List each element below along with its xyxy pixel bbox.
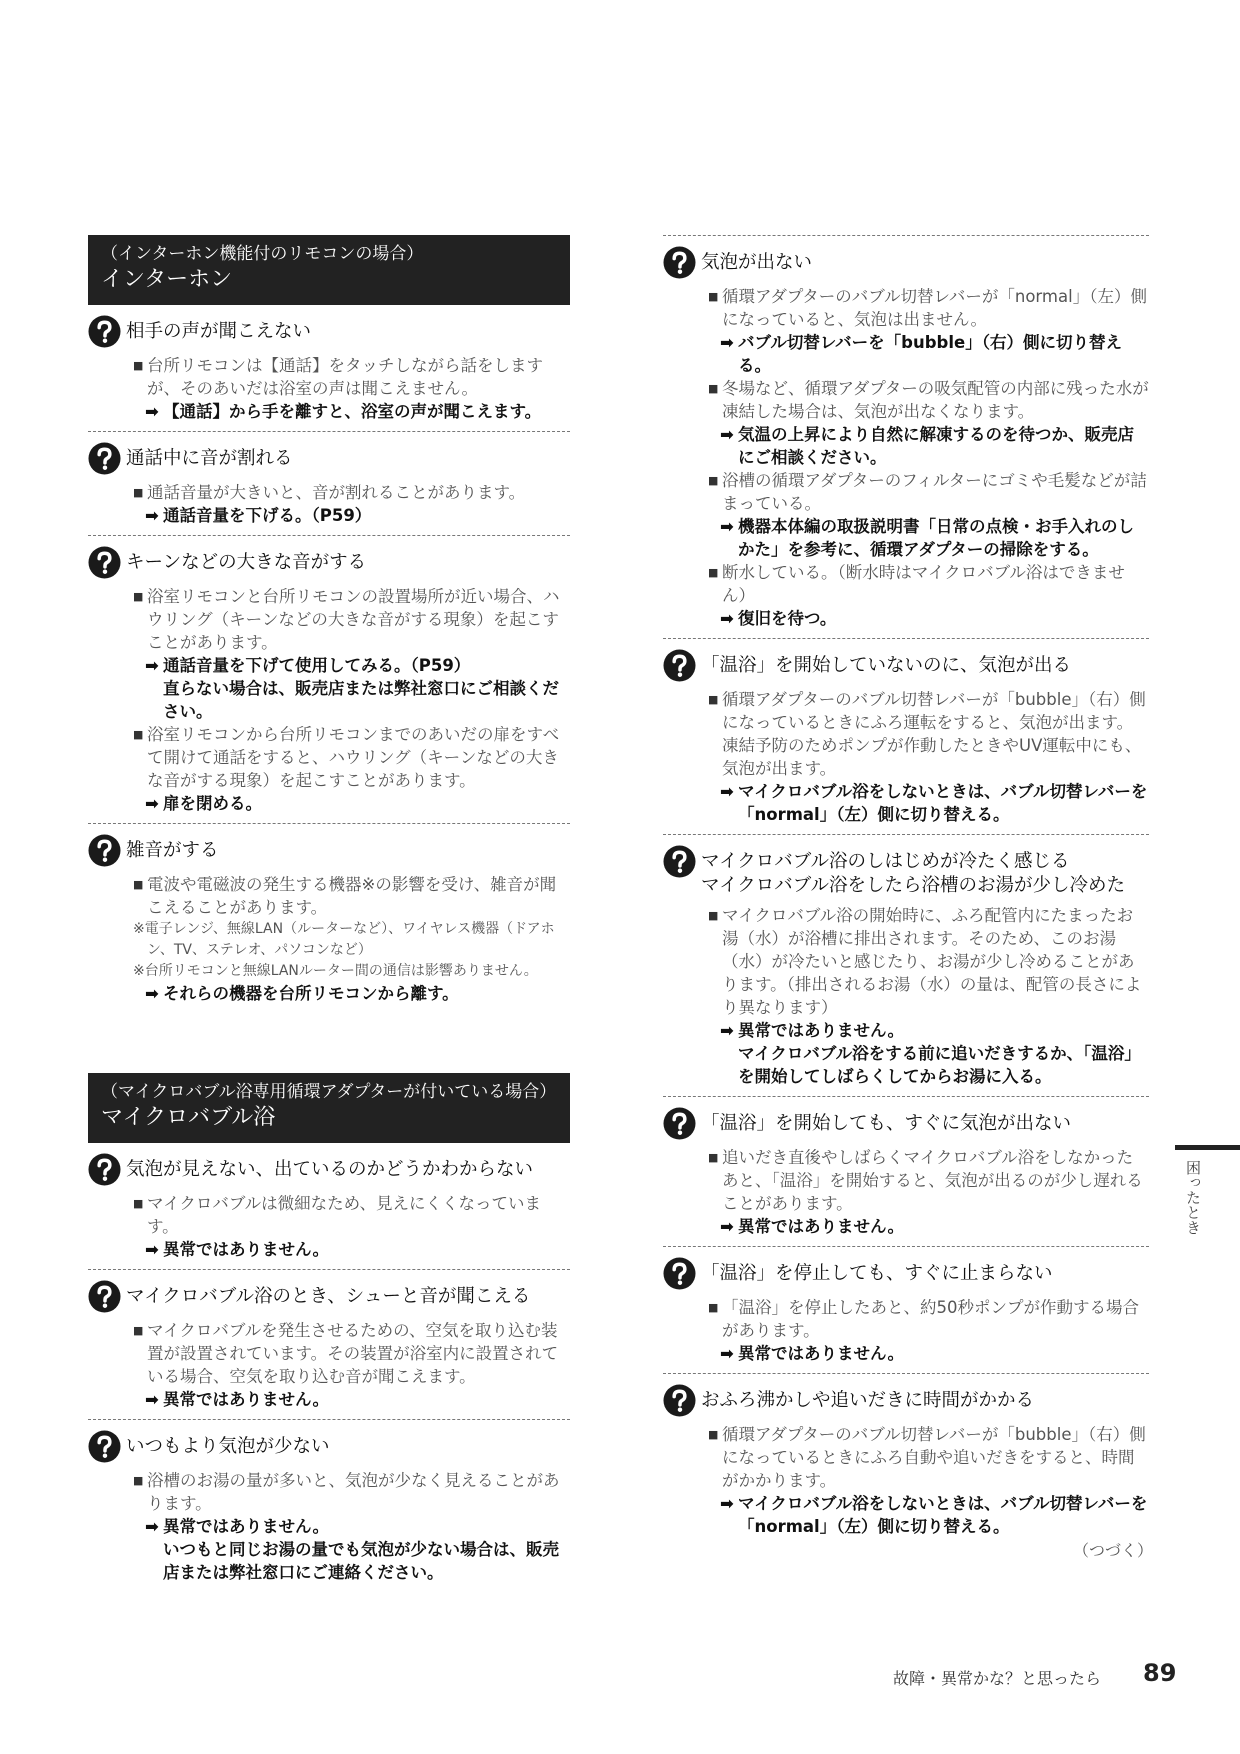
- cause-item: ■ 循環アダプターのバブル切替レバーが「bubble」（右）側になっているときにふろ自動や追いだきをすると、時間がかかります。: [708, 1423, 1149, 1492]
- question-icon: [663, 246, 696, 279]
- remedy-text: 復旧を待つ。: [738, 609, 837, 628]
- topic-header: [88, 442, 570, 475]
- topic-title-line: 通話中に音が割れる: [126, 448, 293, 469]
- footnote: ※台所リモコンと無線LANルーター間の通信は影響ありません。: [133, 963, 538, 979]
- topic-title: [126, 834, 219, 863]
- topic-title-line-2: マイクロバブル浴をしたら浴槽のお湯が少し冷めた: [701, 875, 1126, 896]
- topic-title-line: マイクロバブル浴のしはじめが冷たく感じる: [701, 851, 1070, 872]
- topic-title-line: 気泡が見えない、出ているのかどうかわからない: [126, 1159, 534, 1180]
- remedy-text: 機器本体編の取扱説明書「日常の点検・お手入れのしかた」を参考に、循環アダプターの掃除をする。: [738, 517, 1134, 559]
- section-title: マイクロバブル浴: [101, 1105, 276, 1130]
- remedy: [708, 1492, 1149, 1538]
- remedy: [133, 1515, 570, 1584]
- section-header: [88, 1073, 570, 1143]
- remedy-text: 異常ではありません。: [163, 1517, 329, 1536]
- question-icon: [663, 1107, 696, 1140]
- topic-title-line: おふろ沸かしや追いだきに時間がかかる: [701, 1390, 1035, 1411]
- topic: [88, 1270, 570, 1420]
- topic-title-line: 雑音がする: [126, 840, 219, 861]
- remedy-line: [720, 423, 1149, 469]
- cause-item: ■ 浴槽のお湯の量が多いと、気泡が少なく見えることがあります。: [133, 1469, 570, 1515]
- topic-title-line: 「温浴」を停止しても、すぐに止まらない: [701, 1263, 1053, 1284]
- topic-header: [88, 1430, 570, 1463]
- topic-title-line: いつもより気泡が少ない: [126, 1436, 330, 1457]
- topic-title: [701, 1107, 1071, 1136]
- topic-header: [88, 1153, 570, 1186]
- topic-body: [88, 481, 570, 527]
- topic-header: [663, 845, 1149, 898]
- left-column: [88, 235, 570, 1592]
- remedy-line: [163, 1538, 570, 1584]
- question-icon: [88, 834, 121, 867]
- cause-item: ■ マイクロバブル浴の開始時に、ふろ配管内にたまったお湯（水）が浴槽に排出されます。そのため、このお湯（水）が冷たいと感じたり、お湯が少し冷めることがあります。（排出されるお湯（水）の量は、配管の長さにより異なります）: [708, 904, 1149, 1019]
- arrow-icon: ➡: [720, 782, 734, 801]
- topic-title: [126, 315, 311, 344]
- topic-title-line: 気泡が出ない: [701, 252, 813, 273]
- topic-title-line: 相手の声が聞こえない: [126, 321, 312, 342]
- remedy-text: マイクロバブル浴をしないときは、バブル切替レバーを「normal」（左）側に切り替える。: [738, 782, 1148, 824]
- topic-body: [88, 354, 570, 423]
- question-icon: [88, 1280, 121, 1313]
- remedy: [708, 1215, 1149, 1238]
- section-subtitle: （マイクロバブル浴専用循環アダプターが付いている場合）: [101, 1082, 557, 1102]
- topic: [663, 1374, 1149, 1546]
- topic-body: [663, 1296, 1149, 1365]
- cause-item: ■ 浴槽の循環アダプターのフィルターにゴミや毛髪などが詰まっている。: [708, 469, 1149, 515]
- remedy-text: マイクロバブル浴をする前に追いだきするか、「温浴」を開始してしばらくしてからお湯に入る。: [738, 1044, 1141, 1086]
- remedy-text: 異常ではありません。: [163, 1240, 329, 1259]
- remedy-text: 通話音量を下げて使用してみる。（P59）: [163, 656, 471, 675]
- question-icon: [88, 546, 121, 579]
- remedy: [133, 1238, 570, 1261]
- arrow-icon: ➡: [145, 794, 159, 813]
- topic-title: [701, 246, 812, 275]
- remedy-text: 【通話】から手を離すと、浴室の声が聞こえます。: [163, 402, 542, 421]
- topic-title: [126, 1430, 330, 1459]
- cause-item: ■ 台所リモコンは【通話】をタッチしながら話をしますが、そのあいだは浴室の声は聞こえません。: [133, 354, 570, 400]
- question-icon: [663, 1257, 696, 1290]
- arrow-icon: ➡: [145, 1517, 159, 1536]
- question-icon: [88, 315, 121, 348]
- topic-header: [663, 1257, 1149, 1290]
- remedy: [133, 982, 570, 1005]
- topic: [88, 1143, 570, 1270]
- remedy-line: [720, 515, 1149, 561]
- side-tab-label: 困ったとき: [1184, 1160, 1202, 1235]
- topic-header: [663, 1107, 1149, 1140]
- cause-item: ■ 浴室リモコンから台所リモコンまでのあいだの扉をすべて開けて通話をすると、ハウリング（キーンなどの大きな音がする現象）を起こすことがあります。: [133, 723, 570, 792]
- arrow-icon: ➡: [720, 1021, 734, 1040]
- remedy-line: [145, 982, 570, 1005]
- remedy-text: 異常ではありません。: [738, 1021, 904, 1040]
- remedy-text: バブル切替レバーを「bubble」（右）側に切り替える。: [738, 333, 1122, 375]
- topic-title: [126, 546, 366, 575]
- cause-item: ■ 「温浴」を停止したあと、約50秒ポンプが作動する場合があります。: [708, 1296, 1149, 1342]
- cause-item: ■ マイクロバブルを発生させるための、空気を取り込む装置が設置されています。その装置が浴室内に設置されている場合、空気を取り込む音が聞こえます。: [133, 1319, 570, 1388]
- remedy-text: 気温の上昇により自然に解凍するのを待つか、販売店にご相談ください。: [738, 425, 1134, 467]
- arrow-icon: ➡: [720, 1344, 734, 1363]
- cause-item: ■ 循環アダプターのバブル切替レバーが「normal」（左）側になっていると、気泡は出ません。: [708, 285, 1149, 331]
- remedy: [708, 515, 1149, 561]
- page-number: 89: [1143, 1659, 1177, 1687]
- topic: [88, 1420, 570, 1592]
- arrow-icon: ➡: [145, 1240, 159, 1259]
- topic: [663, 1247, 1149, 1374]
- topic: [88, 432, 570, 536]
- arrow-icon: ➡: [145, 506, 159, 525]
- topic-title: [701, 1257, 1053, 1286]
- topic-body: [663, 1423, 1149, 1538]
- question-icon: [663, 845, 696, 878]
- topic-body: [88, 1319, 570, 1411]
- topic-title: [126, 1280, 530, 1309]
- remedy-line: [738, 1042, 1149, 1088]
- footnote: ※電子レンジ、無線LAN（ルーターなど）、ワイヤレス機器（ドアホン、TV、ステレオ、パソコンなど）: [133, 921, 555, 958]
- topic-header: [88, 1280, 570, 1313]
- arrow-icon: ➡: [145, 402, 159, 421]
- section-spacer: [88, 1013, 570, 1073]
- remedy: [708, 607, 1149, 630]
- cause-item: ■ 循環アダプターのバブル切替レバーが「bubble」（右）側になっているときにふろ運転をすると、気泡が出ます。凍結予防のためポンプが作動したときやUV運転中にも、気泡が出ます。: [708, 688, 1149, 780]
- remedy-text: いつもと同じお湯の量でも気泡が少ない場合は、販売店または弊社窓口にご連絡ください。: [163, 1540, 559, 1582]
- section-subtitle: （インターホン機能付のリモコンの場合）: [101, 244, 424, 264]
- remedy-text: 異常ではありません。: [163, 1390, 329, 1409]
- remedy-text: マイクロバブル浴をしないときは、バブル切替レバーを「normal」（左）側に切り替える。: [738, 1494, 1148, 1536]
- question-icon: [663, 1384, 696, 1417]
- question-icon: [88, 1153, 121, 1186]
- cause-item: ■ 断水している。（断水時はマイクロバブル浴はできません）: [708, 561, 1149, 607]
- remedy-line: [720, 1492, 1149, 1538]
- topic-title-line: 「温浴」を開始していないのに、気泡が出る: [701, 655, 1072, 676]
- remedy: [133, 504, 570, 527]
- remedy-text: 直らない場合は、販売店または弊社窓口にご相談ください。: [163, 679, 559, 721]
- remedy-text: それらの機器を台所リモコンから離す。: [163, 984, 459, 1003]
- remedy-text: 扉を閉める。: [163, 794, 262, 813]
- topic: [663, 1097, 1149, 1247]
- remedy-line: [145, 504, 570, 527]
- section-header: [88, 235, 570, 305]
- remedy-text: 異常ではありません。: [738, 1344, 904, 1363]
- topic: [88, 824, 570, 1013]
- topic-body: [663, 1146, 1149, 1238]
- topic-title-line: キーンなどの大きな音がする: [126, 552, 367, 573]
- remedy-line: [145, 792, 570, 815]
- remedy: [708, 423, 1149, 469]
- topic-header: [88, 315, 570, 348]
- remedy: [133, 792, 570, 815]
- remedy: [708, 780, 1149, 826]
- topic-body: [88, 1192, 570, 1261]
- arrow-icon: ➡: [720, 425, 734, 444]
- topic-title: [126, 442, 293, 471]
- topic-body: [663, 285, 1149, 630]
- section-title: インターホン: [101, 267, 233, 292]
- question-icon: [88, 442, 121, 475]
- topic-body: [663, 688, 1149, 826]
- side-tab-bar: [1175, 1145, 1240, 1150]
- remedy: [133, 654, 570, 723]
- topic-header: [663, 1384, 1149, 1417]
- cause-item: ■ 通話音量が大きいと、音が割れることがあります。: [133, 481, 570, 504]
- remedy-line: [145, 1388, 570, 1411]
- topic: [663, 835, 1149, 1097]
- topic-title-line: 「温浴」を開始しても、すぐに気泡が出ない: [701, 1113, 1072, 1134]
- cause-item: ■ 冬場など、循環アダプターの吸気配管の内部に残った水が凍結した場合は、気泡が出なくなります。: [708, 377, 1149, 423]
- topic: [663, 235, 1149, 639]
- arrow-icon: ➡: [720, 517, 734, 536]
- remedy-line: [720, 1019, 1149, 1042]
- cause-item: ■ 追いだき直後やしばらくマイクロバブル浴をしなかったあと、「温浴」を開始すると、気泡が出るのが少し遅れることがあります。: [708, 1146, 1149, 1215]
- remedy-line: [145, 654, 570, 677]
- remedy: [133, 1388, 570, 1411]
- note-list: [133, 919, 570, 982]
- remedy-line: [145, 400, 570, 423]
- arrow-icon: ➡: [145, 1390, 159, 1409]
- topic: [88, 305, 570, 432]
- topic-body: [88, 585, 570, 815]
- remedy-line: [720, 1215, 1149, 1238]
- topic-body: [88, 1469, 570, 1584]
- remedy-line: [145, 1515, 570, 1538]
- remedy: [708, 1342, 1149, 1365]
- remedy-line: [720, 1342, 1149, 1365]
- remedy: [133, 400, 570, 423]
- topic: [663, 639, 1149, 835]
- remedy-text: 通話音量を下げる。（P59）: [163, 506, 372, 525]
- arrow-icon: ➡: [720, 1494, 734, 1513]
- cause-item: ■ 電波や電磁波の発生する機器※の影響を受け、雑音が聞こえることがあります。: [133, 873, 570, 919]
- topic-title: [701, 1384, 1034, 1413]
- remedy-line: [145, 1238, 570, 1261]
- arrow-icon: ➡: [720, 1217, 734, 1236]
- remedy-line: [163, 677, 570, 723]
- remedy-text: 異常ではありません。: [738, 1217, 904, 1236]
- topic-header: [88, 546, 570, 579]
- arrow-icon: ➡: [720, 333, 734, 352]
- topic-title: [701, 845, 1125, 898]
- topic: [88, 536, 570, 824]
- topic-title-line: マイクロバブル浴のとき、シューと音が聞こえる: [126, 1286, 531, 1307]
- footer-section-title: 故障・異常かな？と思ったら: [893, 1669, 1102, 1688]
- arrow-icon: ➡: [145, 984, 159, 1003]
- remedy: [708, 1019, 1149, 1088]
- cause-item: ■ 浴室リモコンと台所リモコンの設置場所が近い場合、ハウリング（キーンなどの大きな音がする現象）を起こすことがあります。: [133, 585, 570, 654]
- topic-body: [88, 873, 570, 1005]
- right-column: [663, 235, 1149, 1546]
- topic-header: [663, 246, 1149, 279]
- question-icon: [663, 649, 696, 682]
- remedy-line: [720, 607, 1149, 630]
- arrow-icon: ➡: [145, 656, 159, 675]
- topic-title: [701, 649, 1071, 678]
- cause-item: ■ マイクロバブルは微細なため、見えにくくなっています。: [133, 1192, 570, 1238]
- remedy-line: [720, 780, 1149, 826]
- remedy-line: [720, 331, 1149, 377]
- topic-body: [663, 904, 1149, 1088]
- remedy: [708, 331, 1149, 377]
- topic-header: [88, 834, 570, 867]
- topic-title: [126, 1153, 533, 1182]
- question-icon: [88, 1430, 121, 1463]
- continued-label: （つづく）: [1073, 1541, 1154, 1560]
- topic-header: [663, 649, 1149, 682]
- arrow-icon: ➡: [720, 609, 734, 628]
